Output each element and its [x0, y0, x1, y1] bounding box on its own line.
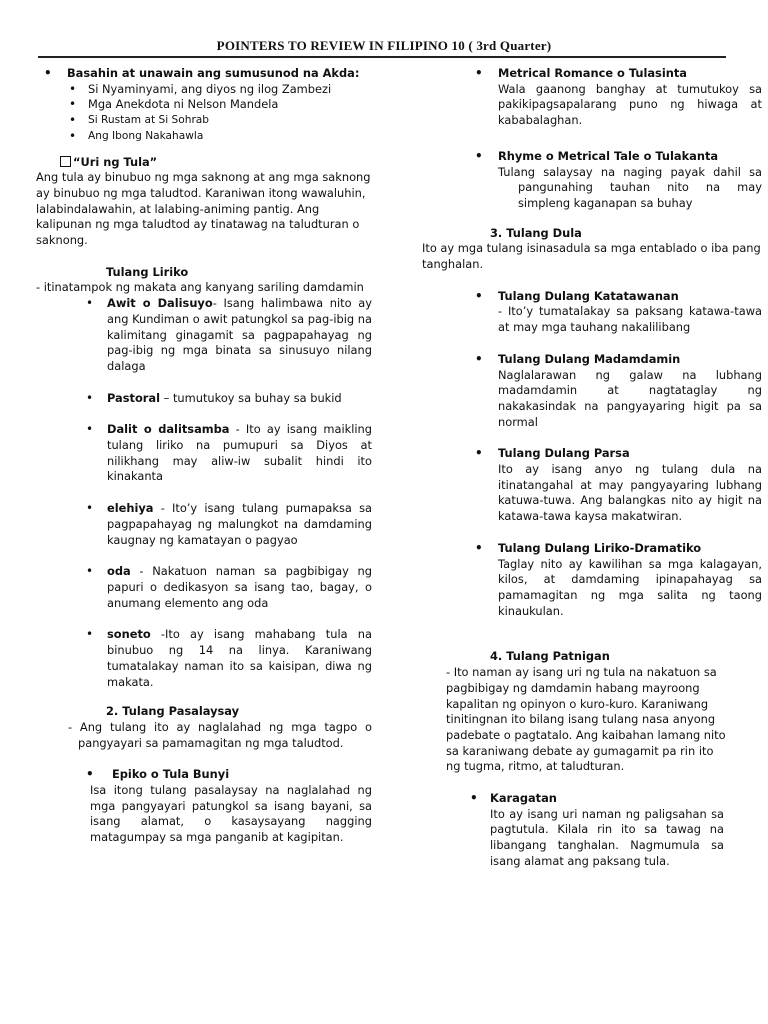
right-column: [422, 66, 762, 870]
pasalaysay-description: - Ang tulang ito ay naglalahad ng mga tagpo o pangyayari sa pamamagitan ng mga taludtod.: [68, 719, 372, 750]
akda-item: • Mga Anekdota ni Nelson Mandela: [36, 97, 372, 113]
karagatan-heading: • Karagatan: [422, 791, 762, 807]
dula-description: Ito ay mga tulang isinasadula sa mga entablado o iba pang tanghalan.: [422, 241, 761, 272]
liriko-item-oda: • oda - Nakatuon naman sa pagbibigay ng papuri o dedikasyon sa isang tao, bagay, o anumang elemento ang oda: [36, 564, 372, 611]
liriko-item-elehiya: • elehiya - Ito’y isang tulang pumapaksa sa pagpapahayag ng malungkot na damdaming kaugnay ng kamatayan o pagyao: [36, 501, 372, 548]
liriko-description: - itinatampok ng makata ang kanyang sariling damdamin: [36, 280, 364, 295]
katatawanan-body: - Ito’y tumatalakay sa paksang katawa-tawa at may mga tauhang nakalilibang: [498, 304, 762, 335]
liriko-dramatiko-heading: • Tulang Dulang Liriko-Dramatiko: [422, 541, 762, 557]
akda-instruction: • Basahin at unawain ang sumusunod na Akda:: [36, 66, 372, 82]
liriko-item-awit: • Awit o Dalisuyo- Isang halimbawa nito ay ang Kundiman o awit patungkol sa pag-ibig na kalimitang ginagamit sa pagpapahayag ng pag-ibig ng mga binata sa sinusuyo nilang dalaga: [36, 296, 372, 375]
patnigan-description: - Ito naman ay isang uri ng tula na nakatuon sa pagbibigay ng damdamin habang mayroong kapalitan ng opinyon o kuro-kuro. Karaniwang tinitingnan ito bilang isang tulang nasa anyong padebate o pagtatalo. Ang kaibahan lamang nito sa karaniwang debate ay gumagamit pa rin ito ng tugma, ritmo, at taludturan.: [446, 665, 726, 774]
liriko-heading: Tulang Liriko: [106, 264, 189, 279]
akda-item: • Si Rustam at Si Sohrab: [36, 113, 372, 129]
rhyme-body: Tulang salaysay na naging payak dahil sa pangunahing tauhan nito na may simpleng kaganapan sa buhay: [498, 164, 762, 210]
metrical-romance-heading: • Metrical Romance o Tulasinta: [422, 66, 762, 82]
page-title: POINTERS TO REVIEW IN FILIPINO 10 ( 3rd Quarter): [216, 38, 552, 53]
akda-item: • Si Nyaminyami, ang diyos ng ilog Zambezi: [36, 82, 372, 98]
title-underline: [38, 56, 726, 58]
liriko-item-pastoral: • Pastoral – tumutukoy sa buhay sa bukid: [36, 391, 372, 407]
dula-heading: 3. Tulang Dula: [490, 225, 582, 240]
pasalaysay-heading: 2. Tulang Pasalaysay: [106, 704, 240, 719]
epiko-description: Isa itong tulang pasalaysay na naglalahad ng mga pangyayari patungkol sa isang bayani, sa isang alamat, o kasaysayang nagging matagumpay sa mga panganib at kagipitan.: [90, 783, 372, 845]
checkbox-icon: [60, 156, 71, 167]
epiko-heading: • Epiko o Tula Bunyi: [36, 767, 372, 783]
liriko-item-soneto: • soneto -Ito ay isang mahabang tula na binubuo ng 14 na linya. Karaniwang tumatalakay naman ito sa kaisipan, diwa ng makata.: [36, 627, 372, 690]
liriko-item-dalit: • Dalit o dalitsamba - Ito ay isang maikling tulang liriko na pumupuri sa Diyos at nilikhang may aliw-iw subalit hindi ito kinakanta: [36, 422, 372, 485]
madamdamin-body: Naglalarawan ng galaw na lubhang madamdamin at nagtataglay ng nakakasindak na pangyayaring higit pa sa normal: [498, 367, 762, 429]
katatawanan-heading: • Tulang Dulang Katatawanan: [422, 289, 762, 305]
akda-item: • Ang Ibong Nakahawla: [36, 129, 372, 145]
patnigan-heading: 4. Tulang Patnigan: [490, 649, 610, 664]
left-column: [36, 66, 372, 846]
metrical-romance-body: Wala gaanong banghay at tumutukoy sa pakikipagsapalarang puno ng hiwaga at kababalaghan.: [498, 81, 762, 128]
madamdamin-heading: • Tulang Dulang Madamdamin: [422, 352, 762, 368]
uri-ng-tula-heading: “Uri ng Tula”: [36, 155, 372, 171]
parsa-heading: • Tulang Dulang Parsa: [422, 446, 762, 462]
parsa-body: Ito ay isang anyo ng tulang dula na itinatangahal at may pangyayaring lubhang katuwa-tuwa. Ang balangkas nito ay higit na katawa-tawa kaysa makatwiran.: [498, 462, 762, 524]
liriko-dramatiko-body: Taglay nito ay kawilihan sa mga kalagayan, kilos, at damdaming ipinapahayag sa pamamagitan ng mga salita ng taong kinaukulan.: [498, 556, 762, 618]
uri-ng-tula-body: Ang tula ay binubuo ng mga saknong at ang mga saknong ay binubuo ng mga taludtod. Karaniwan itong wawaluhin, lalabindalawahin, at lalabing-animing pantig. Ang kalipunan ng mga taludtod ay tinatawag na taludturan o saknong.: [36, 170, 371, 248]
karagatan-body: Ito ay isang uri naman ng paligsahan sa pagtutula. Kilala rin ito sa tawag na libangang tanghalan. Nagmumula sa isang alamat ang paksang tula.: [490, 806, 724, 868]
rhyme-heading: • Rhyme o Metrical Tale o Tulakanta: [422, 149, 762, 165]
